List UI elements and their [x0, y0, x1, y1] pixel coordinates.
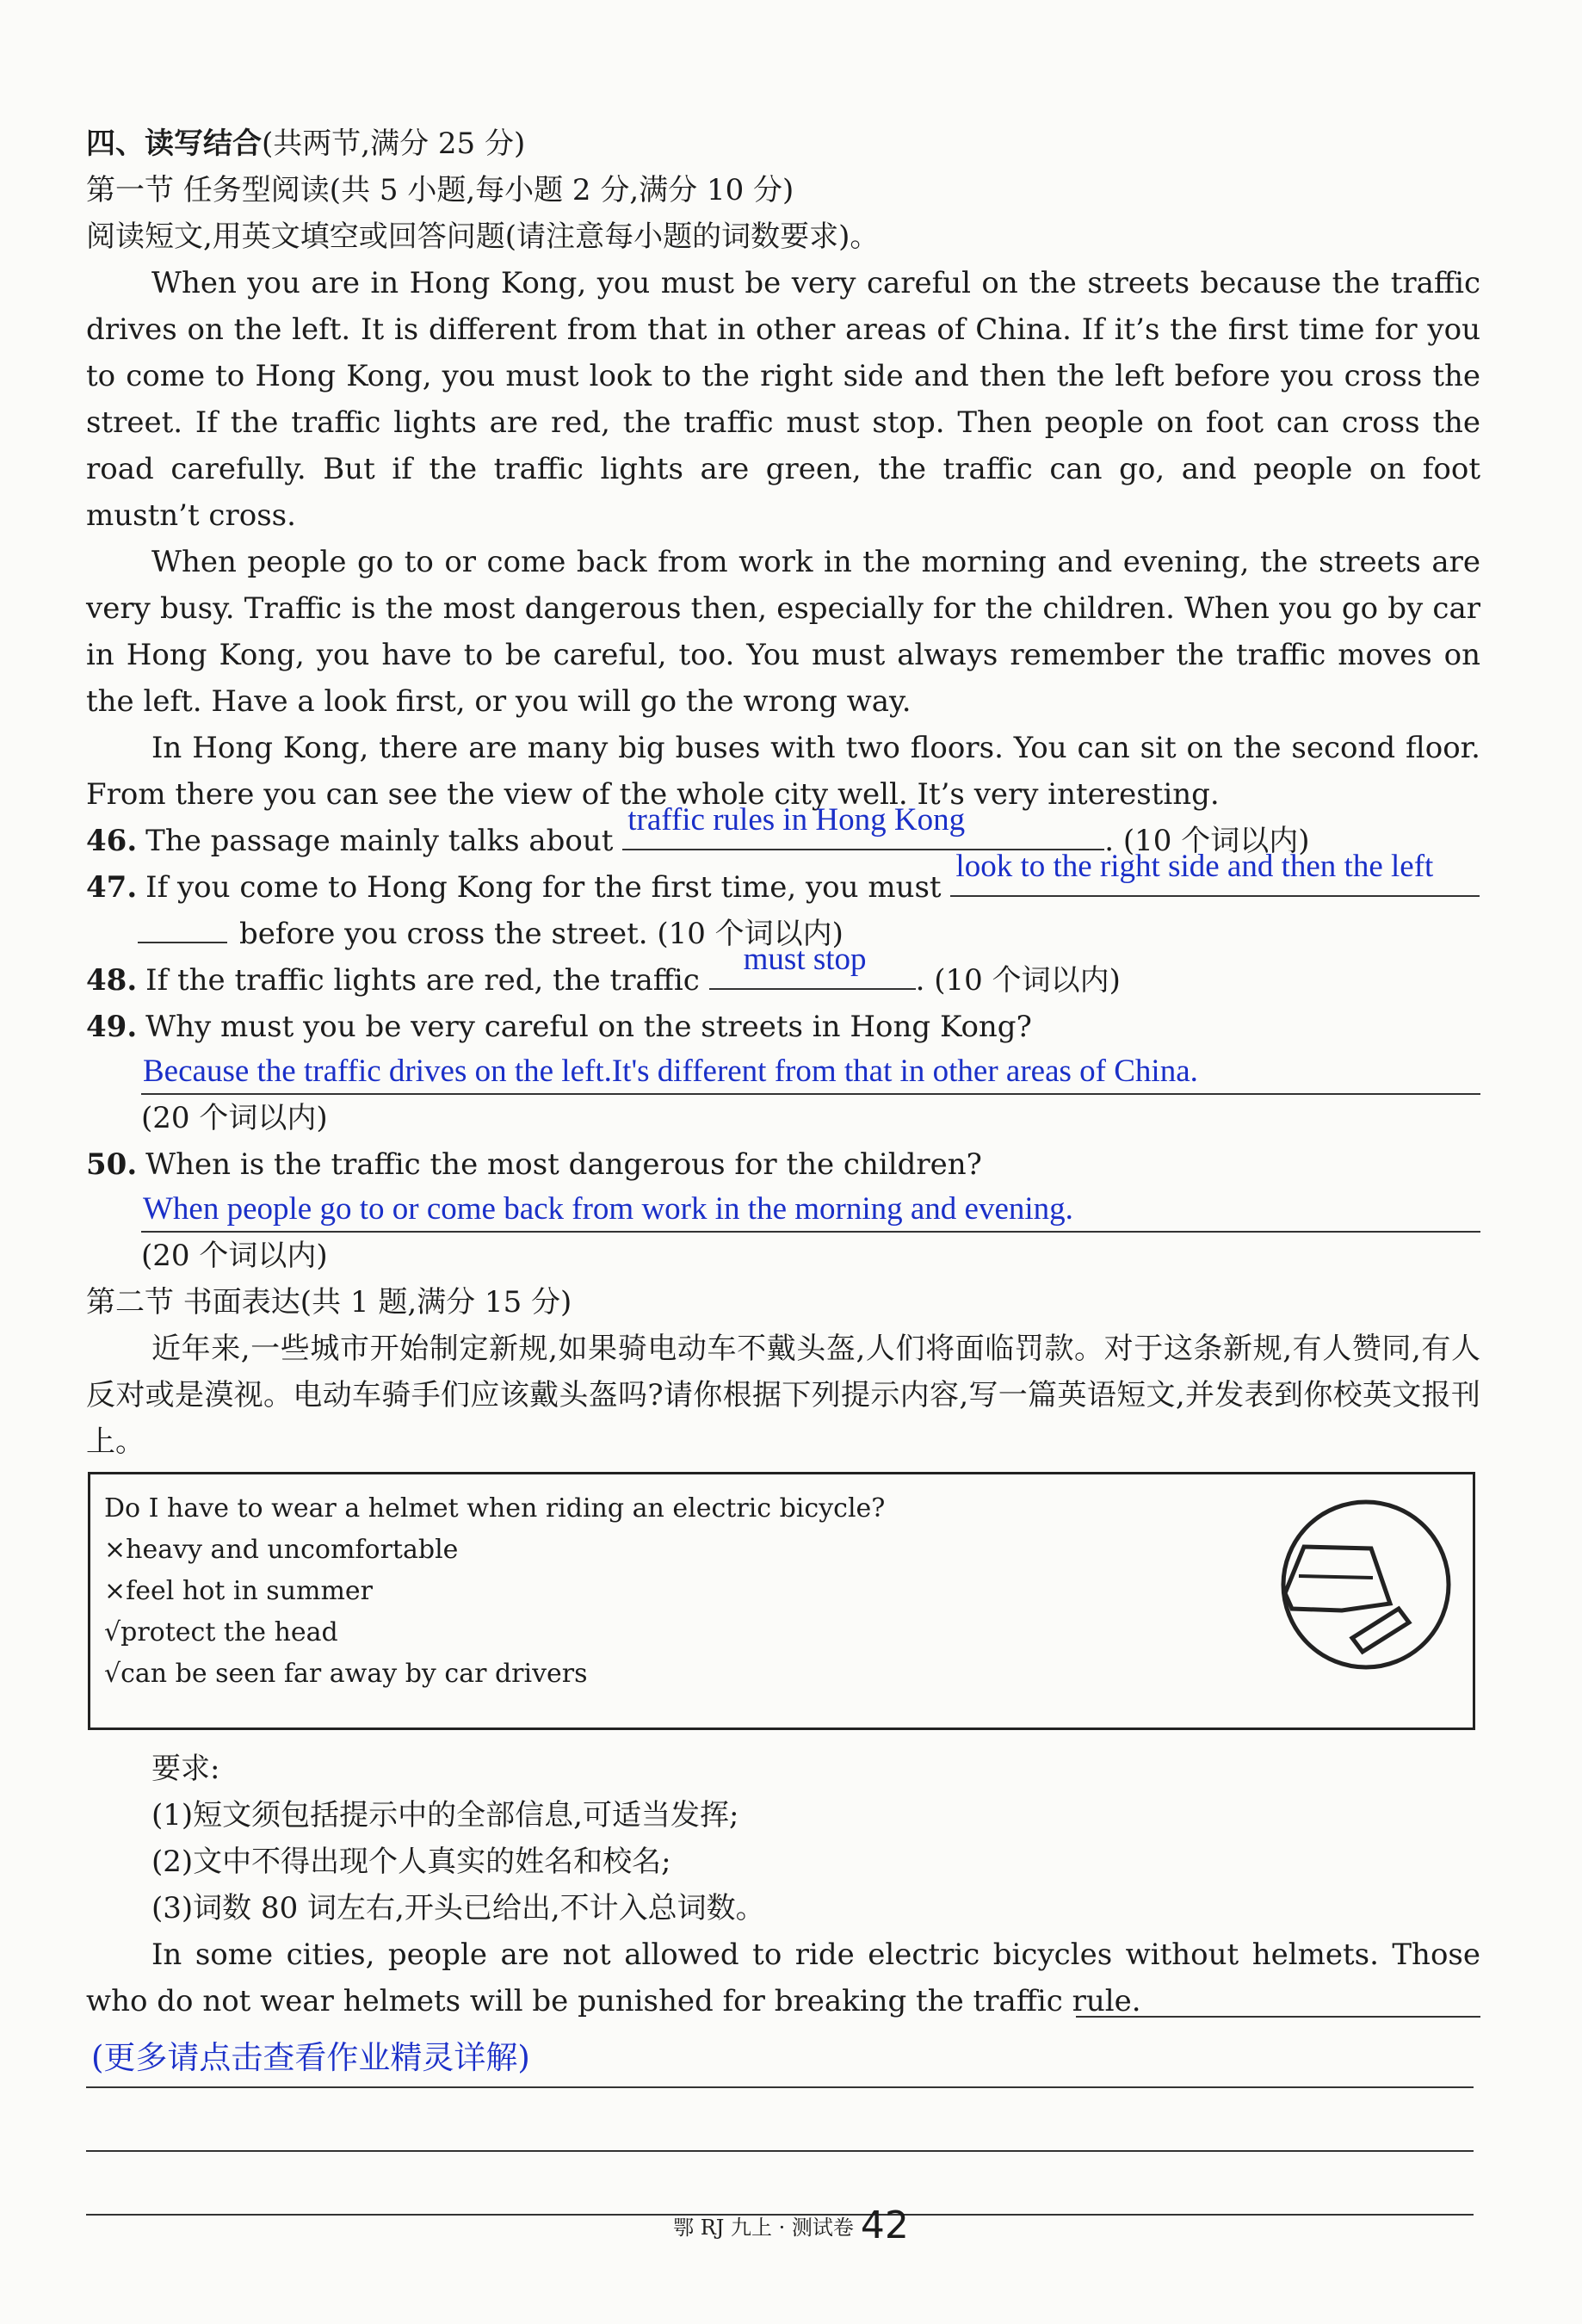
- answer-text: traffic rules in Hong Kong: [627, 802, 966, 838]
- question-prompt: The passage mainly talks about: [145, 824, 614, 858]
- page-footer: [0, 2203, 1582, 2247]
- passage-paragraph: When people go to or come back from work in the morning and evening, the streets are very busy. Traffic is the most dangerous then, especially for the children. When you go by car in Hong Kong, you have to be careful, too. You must always remember the traffic moves on the left. Have a look first, or you will go the wrong way.: [86, 545, 1480, 719]
- reading-passage: [86, 260, 1480, 818]
- question-prompt: Why must you be very careful on the streets in Hong Kong?: [145, 1010, 1032, 1044]
- question-48: 48. If the traffic lights are red, the traffic must stop . (10 个词以内): [86, 957, 1480, 1004]
- question-50: 50. When is the traffic the most dangerous for the children?: [86, 1147, 982, 1182]
- requirement-item: (1)短文须包括提示中的全部信息,可适当发挥;: [151, 1798, 739, 1833]
- helmet-icon: [1270, 1492, 1459, 1681]
- requirement-item: (3)词数 80 词左右,开头已给出,不计入总词数。: [151, 1891, 765, 1925]
- section-title-note: (共两节,满分 25 分): [262, 127, 526, 161]
- answer-text: When people go to or come back from work in the morning and evening.: [143, 1191, 1073, 1227]
- question-prompt: If you come to Hong Kong for the first time, you must: [145, 870, 942, 905]
- question-prompt-cont: before you cross the street. (10 个词以内): [239, 917, 844, 951]
- question-prompt: If the traffic lights are red, the traffic: [145, 963, 700, 998]
- part1-heading: 第一节 任务型阅读(共 5 小题,每小题 2 分,满分 10 分): [86, 173, 794, 207]
- requirement-item: (2)文中不得出现个人真实的姓名和校名;: [151, 1845, 671, 1879]
- word-limit: (20 个词以内): [141, 1239, 328, 1273]
- hint-question: Do I have to wear a helmet when riding an electric bicycle?: [104, 1493, 886, 1524]
- passage-paragraph: In Hong Kong, there are many big buses with two floors. You can sit on the second floor. From there you can see the view of the whole city well. It’s very interesting.: [86, 731, 1480, 812]
- section-heading: [86, 121, 1480, 167]
- writing-intro: 近年来,一些城市开始制定新规,如果骑电动车不戴头盔,人们将面临罚款。对于这条新规,有人赞同,有人反对或是漠视。电动车骑手们应该戴头盔吗?请你根据下列提示内容,写一篇英语短文,并发表到你校英文报刊上。: [86, 1332, 1480, 1459]
- word-limit: . (10 个词以内): [915, 963, 1121, 998]
- part1-instruction: 阅读短文,用英文填空或回答问题(请注意每小题的词数要求)。: [86, 219, 880, 254]
- answer-text: Because the traffic drives on the left.It's different from that in other areas of China.: [143, 1054, 1198, 1089]
- hint-item: √can be seen far away by car drivers: [104, 1659, 588, 1689]
- hint-item: √protect the head: [104, 1617, 338, 1647]
- section-title: 四、读写结合: [86, 127, 262, 161]
- question-prompt: When is the traffic the most dangerous for the children?: [145, 1147, 982, 1182]
- answer-text: look to the right side and then the left: [955, 849, 1434, 884]
- answer-line-49[interactable]: [141, 1050, 1480, 1095]
- answer-blank-48[interactable]: [709, 942, 916, 990]
- writing-opening: In some cities, people are not allowed to ride electric bicycles without helmets. Those who do not wear helmets will be punished for breaking the traffic rule.: [86, 1938, 1480, 2018]
- passage-paragraph: When you are in Hong Kong, you must be very careful on the streets because the traffic drives on the left. It is different from that in other areas of China. If it’s the first time for you to come to Hong Kong, you must look to the right side and then the left before you cross the street. If the traffic lights are red, the traffic must stop. Then people on foot can cross the road carefully. But if the traffic lights are green, the traffic can go, and people on foot mustn’t cross.: [86, 266, 1480, 533]
- requirements-title: 要求:: [151, 1752, 220, 1786]
- writing-line-1[interactable]: [86, 2024, 1474, 2088]
- page-number: 42: [860, 2203, 909, 2247]
- answer-blank-47[interactable]: [950, 849, 1480, 897]
- word-limit: . (10 个词以内): [1104, 824, 1310, 858]
- footer-label: 鄂 RJ 九上 · 测试卷: [673, 2216, 854, 2240]
- hint-item: ×feel hot in summer: [104, 1576, 374, 1606]
- answer-line-50[interactable]: [141, 1188, 1480, 1233]
- part2-heading: 第二节 书面表达(共 1 题,满分 15 分): [86, 1285, 572, 1320]
- question-49: 49. Why must you be very careful on the streets in Hong Kong?: [86, 1010, 1032, 1044]
- answer-text: must stop: [743, 942, 867, 977]
- question-47: 47. If you come to Hong Kong for the first time, you must look to the right side and then the left: [86, 864, 1480, 911]
- writing-blank-start[interactable]: [1076, 2016, 1480, 2018]
- worksheet-page: [86, 121, 1480, 2216]
- hint-box: [88, 1472, 1475, 1730]
- more-details-link[interactable]: (更多请点击查看作业精灵详解): [91, 2039, 530, 2076]
- writing-line-2[interactable]: [86, 2088, 1474, 2152]
- hint-item: ×heavy and uncomfortable: [104, 1535, 459, 1565]
- word-limit: (20 个词以内): [141, 1101, 328, 1135]
- answer-blank-47-cont[interactable]: [138, 911, 227, 943]
- question-46: 46. The passage mainly talks about traffic rules in Hong Kong . (10 个词以内): [86, 818, 1480, 864]
